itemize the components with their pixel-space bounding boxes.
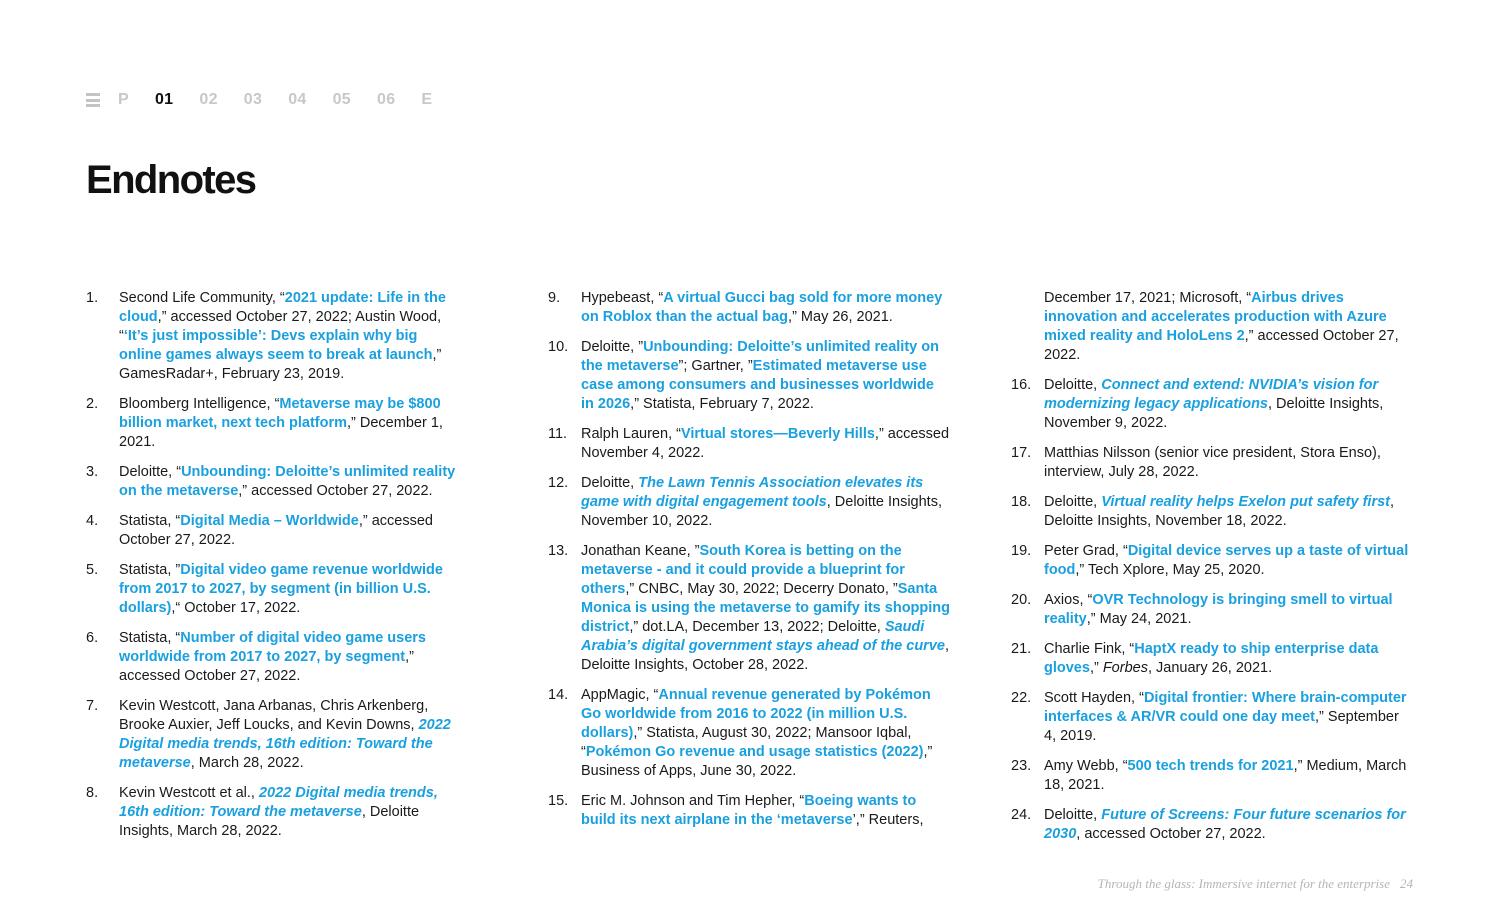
endnote-link[interactable]: Boeing wants to build its next airplane in the ‘metaverse bbox=[581, 793, 917, 828]
endnote-21 bbox=[1011, 640, 1413, 678]
endnote-link[interactable]: Future of Screens: Four future scenarios for 2030 bbox=[1044, 807, 1406, 842]
endnote-link[interactable]: Pokémon Go revenue and usage statistics (2022) bbox=[585, 744, 924, 760]
endnote-23 bbox=[1011, 757, 1413, 795]
endnote-number: 14. bbox=[548, 687, 569, 703]
endnote-3 bbox=[86, 463, 456, 501]
endnote-text: Deloitte, bbox=[1044, 494, 1102, 510]
endnote-text: ,” Tech Xplore, May 25, 2020. bbox=[1075, 562, 1265, 578]
endnote-text: ,” December 1, 2021. bbox=[119, 415, 443, 450]
nav-item-03[interactable]: 03 bbox=[243, 91, 263, 108]
endnote-number: 11. bbox=[548, 426, 568, 442]
endnote-number: 1. bbox=[86, 290, 99, 306]
nav-item-e[interactable]: E bbox=[421, 91, 433, 108]
endnote-text: AppMagic, “ bbox=[581, 687, 659, 703]
endnote-link[interactable]: Unbounding: Deloitte’s unlimited reality on the metaverse bbox=[581, 339, 939, 374]
endnote-text: ,” September 4, 2019. bbox=[1044, 709, 1399, 744]
endnote-11 bbox=[548, 425, 950, 463]
endnote-number: 9. bbox=[548, 290, 561, 306]
endnotes-column-3 bbox=[1011, 289, 1413, 855]
endnote-number: 2. bbox=[86, 396, 99, 412]
endnote-text: , Deloitte Insights, March 28, 2022. bbox=[119, 804, 420, 839]
endnote-14 bbox=[548, 686, 950, 781]
nav-item-02[interactable]: 02 bbox=[199, 91, 218, 108]
endnote-number: 21. bbox=[1011, 641, 1032, 657]
endnote-link[interactable]: Digital Media – Worldwide bbox=[180, 513, 359, 529]
endnote-1 bbox=[86, 289, 456, 384]
endnote-number: 24. bbox=[1011, 807, 1032, 823]
endnote-link[interactable]: 2022 Digital media trends, 16th edition: Toward the metaverse bbox=[119, 785, 438, 820]
endnote-text: ,” accessed October 27, 2022. bbox=[1044, 328, 1399, 363]
endnote-20 bbox=[1011, 591, 1413, 629]
endnote-text: Second Life Community, “ bbox=[119, 290, 285, 306]
endnote-number: 8. bbox=[86, 785, 99, 801]
endnote-number: 13. bbox=[548, 543, 569, 559]
endnote-15 bbox=[548, 792, 950, 830]
endnote-text: Deloitte, “ bbox=[119, 464, 182, 480]
nav-item-05[interactable]: 05 bbox=[332, 91, 352, 108]
endnote-number: 12. bbox=[548, 475, 569, 491]
endnote-text: ,” bbox=[1089, 660, 1103, 676]
endnote-text: Statista, “ bbox=[119, 513, 181, 529]
endnote-text: ,” Business of Apps, June 30, 2022. bbox=[581, 744, 933, 779]
endnote-13 bbox=[548, 542, 950, 675]
endnote-number: 3. bbox=[86, 464, 99, 480]
endnote-number: 23. bbox=[1011, 758, 1032, 774]
endnote-15-continued bbox=[1011, 289, 1413, 365]
endnote-text: ’,” Reuters, bbox=[852, 812, 924, 828]
endnote-text: , accessed October 27, 2022. bbox=[1076, 826, 1266, 842]
endnote-number: 20. bbox=[1011, 592, 1032, 608]
endnote-link[interactable]: The Lawn Tennis Association elevates its game with digital engagement tools bbox=[581, 475, 924, 510]
endnote-number: 4. bbox=[86, 513, 99, 529]
endnote-text: Matthias Nilsson (senior vice president, Stora Enso), interview, July 28, 2022. bbox=[1044, 445, 1381, 480]
endnote-text: Peter Grad, “ bbox=[1044, 543, 1128, 559]
endnote-number: 5. bbox=[86, 562, 99, 578]
nav-item-p[interactable]: P bbox=[118, 91, 129, 108]
endnote-link[interactable]: Virtual reality helps Exelon put safety first bbox=[1101, 494, 1390, 510]
endnote-text: ,” accessed October 27, 2022. bbox=[119, 649, 414, 684]
endnote-text: ,” accessed October 27, 2022; Austin Wood, “ bbox=[119, 309, 442, 344]
endnote-text: ,“ October 17, 2022. bbox=[171, 600, 301, 616]
endnote-9 bbox=[548, 289, 950, 327]
nav-item-04[interactable]: 04 bbox=[288, 91, 307, 108]
endnote-text: Jonathan Keane, ” bbox=[581, 543, 700, 559]
endnote-link[interactable]: A virtual Gucci bag sold for more money on Roblox than the actual bag bbox=[581, 290, 943, 325]
endnote-number: 16. bbox=[1011, 377, 1032, 393]
endnote-text: ,” accessed October 27, 2022. bbox=[119, 513, 433, 548]
endnote-number: 10. bbox=[548, 339, 569, 355]
endnote-link[interactable]: Digital video game revenue worldwide from 2017 to 2027, by segment (in billion U.S. dollars) bbox=[119, 562, 443, 616]
endnote-text: Hypebeast, “ bbox=[581, 290, 664, 306]
endnote-text: December 17, 2021; Microsoft, “ bbox=[1044, 290, 1252, 306]
endnote-7 bbox=[86, 697, 456, 773]
endnote-text: , Deloitte Insights, October 28, 2022. bbox=[581, 638, 949, 673]
endnote-text: ,” GamesRadar+, February 23, 2019. bbox=[119, 347, 442, 382]
endnote-text: Deloitte, bbox=[581, 475, 639, 491]
endnote-link[interactable]: Airbus drives innovation and accelerates production with Azure mixed reality and HoloLens 2 bbox=[1044, 290, 1387, 344]
endnote-link[interactable]: 2021 update: Life in the cloud bbox=[119, 290, 446, 325]
endnote-text: Ralph Lauren, “ bbox=[581, 426, 681, 442]
endnote-text: ,” May 24, 2021. bbox=[1086, 611, 1192, 627]
endnote-text: Charlie Fink, “ bbox=[1044, 641, 1135, 657]
endnote-17 bbox=[1011, 444, 1413, 482]
endnote-link[interactable]: ‘It’s just impossible’: Devs explain why big online games always seem to break at launch bbox=[119, 328, 433, 363]
endnote-19 bbox=[1011, 542, 1413, 580]
endnote-text: ,” dot.LA, December 13, 2022; Deloitte, bbox=[629, 619, 885, 635]
endnote-text: ,” accessed October 27, 2022. bbox=[238, 483, 433, 499]
endnote-2 bbox=[86, 395, 456, 452]
page-number: 24 bbox=[1400, 876, 1413, 891]
endnote-4 bbox=[86, 512, 456, 550]
endnote-text: , Deloitte Insights, November 9, 2022. bbox=[1044, 396, 1384, 431]
endnote-16 bbox=[1011, 376, 1413, 433]
endnote-text: Statista, “ bbox=[119, 630, 181, 646]
endnote-text: , Deloitte Insights, November 10, 2022. bbox=[581, 494, 942, 529]
endnote-text: ,” accessed November 4, 2022. bbox=[581, 426, 950, 461]
endnote-6 bbox=[86, 629, 456, 686]
endnote-link[interactable]: South Korea is betting on the metaverse - and it could provide a blueprint for others bbox=[581, 543, 905, 597]
section-nav bbox=[86, 89, 458, 111]
endnote-number: 19. bbox=[1011, 543, 1032, 559]
endnote-link[interactable]: 500 tech trends for 2021 bbox=[1127, 758, 1294, 774]
nav-item-01[interactable]: 01 bbox=[154, 91, 174, 108]
endnote-5 bbox=[86, 561, 456, 618]
endnote-text: ,” CNBC, May 30, 2022; Decerry Donato, ” bbox=[625, 581, 898, 597]
endnote-text: Deloitte, ” bbox=[581, 339, 644, 355]
endnote-24 bbox=[1011, 806, 1413, 844]
endnote-link[interactable]: Number of digital video game users worldwide from 2017 to 2027, by segment bbox=[119, 630, 426, 665]
endnote-text: , March 28, 2022. bbox=[190, 755, 304, 771]
endnote-link[interactable]: Metaverse may be $800 billion market, next tech platform bbox=[119, 396, 441, 431]
endnote-10 bbox=[548, 338, 950, 414]
endnote-number: 17. bbox=[1011, 445, 1032, 461]
endnote-number: 7. bbox=[86, 698, 99, 714]
endnote-link[interactable]: 2022 Digital media trends, 16th edition: Toward the metaverse bbox=[119, 717, 451, 771]
footer-title: Through the glass: Immersive internet for the enterprise bbox=[1097, 876, 1390, 891]
endnote-link[interactable]: Santa Monica is using the metaverse to gamify its shopping district bbox=[581, 581, 951, 635]
nav-item-06[interactable]: 06 bbox=[377, 91, 396, 108]
endnote-text: Deloitte, bbox=[1044, 377, 1102, 393]
endnote-link[interactable]: OVR Technology is bringing smell to virtual reality bbox=[1044, 592, 1393, 627]
endnote-text: , Deloitte Insights, November 18, 2022. bbox=[1044, 494, 1395, 529]
endnote-18 bbox=[1011, 493, 1413, 531]
endnote-text: ,” May 26, 2021. bbox=[788, 309, 893, 325]
publication-name: Forbes bbox=[1102, 660, 1148, 676]
endnote-text: Axios, “ bbox=[1044, 592, 1093, 608]
endnote-number: 6. bbox=[86, 630, 99, 646]
endnote-link[interactable]: Unbounding: Deloitte’s unlimited reality on the metaverse bbox=[119, 464, 456, 499]
endnote-number: 15. bbox=[548, 793, 569, 809]
endnote-text: ,” Statista, February 7, 2022. bbox=[630, 396, 814, 412]
endnote-text: ,” Statista, August 30, 2022; Mansoor Iqbal, “ bbox=[581, 725, 912, 760]
endnote-link[interactable]: HaptX ready to ship enterprise data gloves bbox=[1044, 641, 1379, 676]
endnote-22 bbox=[1011, 689, 1413, 746]
endnote-text: ”; Gartner, ” bbox=[678, 358, 753, 374]
endnotes-column-1 bbox=[86, 289, 456, 852]
endnote-link[interactable]: Saudi Arabia’s digital government stays ahead of the curve bbox=[581, 619, 945, 654]
endnote-link[interactable]: Digital frontier: Where brain-computer interfaces & AR/VR could one day meet bbox=[1044, 690, 1407, 725]
menu-icon[interactable] bbox=[86, 93, 100, 107]
endnote-text: ,” Medium, March 18, 2021. bbox=[1044, 758, 1407, 793]
endnote-text: Deloitte, bbox=[1044, 807, 1102, 823]
endnote-text: Kevin Westcott et al., bbox=[119, 785, 259, 801]
endnotes-column-2 bbox=[548, 289, 950, 841]
endnote-text: Amy Webb, “ bbox=[1044, 758, 1128, 774]
endnote-12 bbox=[548, 474, 950, 531]
endnote-text: , January 26, 2021. bbox=[1147, 660, 1273, 676]
endnote-number: 22. bbox=[1011, 690, 1032, 706]
endnote-link[interactable]: Annual revenue generated by Pokémon Go worldwide from 2016 to 2022 (in million U.S. dollars) bbox=[581, 687, 931, 741]
endnote-text: Bloomberg Intelligence, “ bbox=[119, 396, 280, 412]
endnote-text: Eric M. Johnson and Tim Hepher, “ bbox=[581, 793, 805, 809]
endnote-text: Statista, ” bbox=[119, 562, 181, 578]
endnote-link[interactable]: Estimated metaverse use case among consumers and businesses worldwide in 2026 bbox=[581, 358, 934, 412]
endnote-link[interactable]: Connect and extend: NVIDIA’s vision for modernizing legacy applications bbox=[1044, 377, 1379, 412]
endnote-text: Kevin Westcott, Jana Arbanas, Chris Arkenberg, Brooke Auxier, Jeff Loucks, and Kevin Downs, bbox=[119, 698, 429, 733]
endnote-link[interactable]: Digital device serves up a taste of virtual food bbox=[1044, 543, 1409, 578]
endnote-number: 18. bbox=[1011, 494, 1032, 510]
endnote-link[interactable]: Virtual stores—Beverly Hills bbox=[680, 426, 875, 442]
page-footer bbox=[1098, 876, 1413, 892]
page-title: Endnotes bbox=[86, 158, 256, 202]
endnote-8 bbox=[86, 784, 456, 841]
endnote-text: Scott Hayden, “ bbox=[1044, 690, 1144, 706]
